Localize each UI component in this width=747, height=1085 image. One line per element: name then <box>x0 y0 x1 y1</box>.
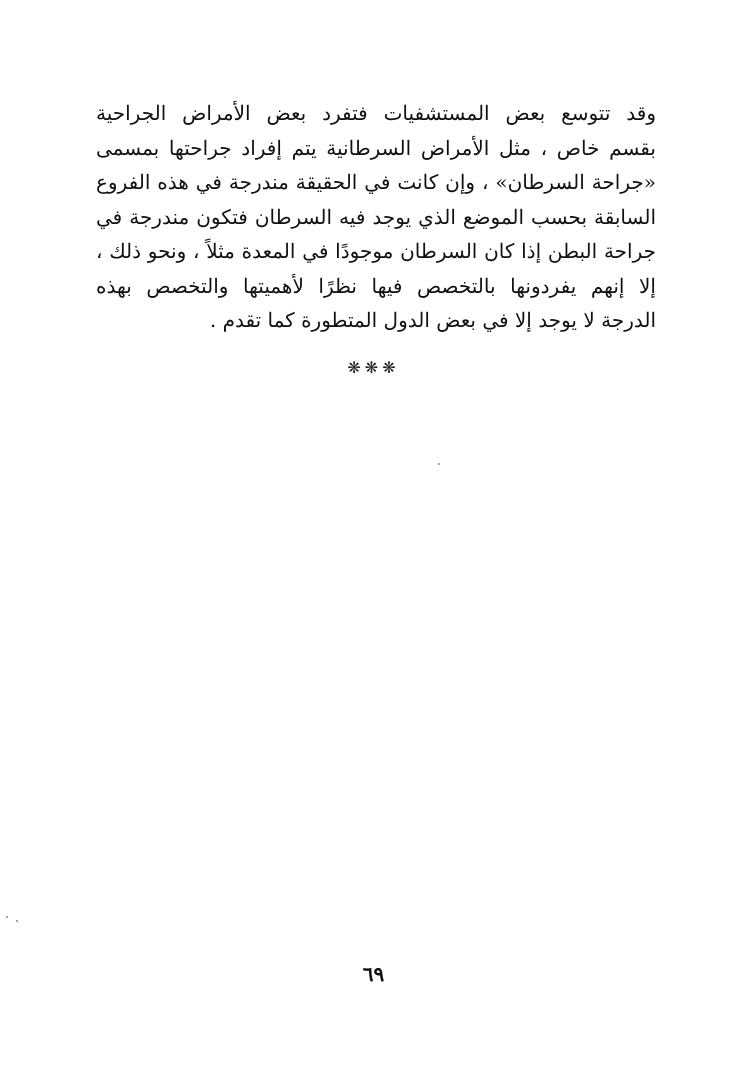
section-separator: ❋❋❋ <box>347 358 400 377</box>
paragraph-line-5: جراحة البطن إذا كان السرطان موجودًا في المعدة مثلاً ، ونحو ذلك ، <box>96 239 656 263</box>
paragraph-line-2: بقسم خاص ، مثل الأمراض السرطانية يتم إفراد جراحتها بمسمى <box>96 135 656 160</box>
scan-speck <box>6 916 8 918</box>
page-number: ٦٩ <box>362 962 385 986</box>
scan-speck <box>16 920 18 922</box>
paragraph-line-4: السابقة بحسب الموضع الذي يوجد فيه السرطان فتكون مندرجة في <box>96 204 656 229</box>
paragraph-line-6: إلا إنهم يفردونها بالتخصص فيها نظرًا لأهميتها والتخصص بهذه <box>96 273 656 298</box>
scan-speck <box>438 463 440 465</box>
paragraph-line-1: وقد تتوسع بعض المستشفيات فتفرد بعض الأمراض الجراحية <box>96 101 656 125</box>
paragraph-line-3: «جراحة السرطان» ، وإن كانت في الحقيقة مندرجة في هذه الفروع <box>96 170 656 194</box>
body-paragraph <box>96 96 656 338</box>
paragraph-line-7: الدرجة لا يوجد إلا في بعض الدول المتطورة كما تقدم . <box>209 308 656 332</box>
